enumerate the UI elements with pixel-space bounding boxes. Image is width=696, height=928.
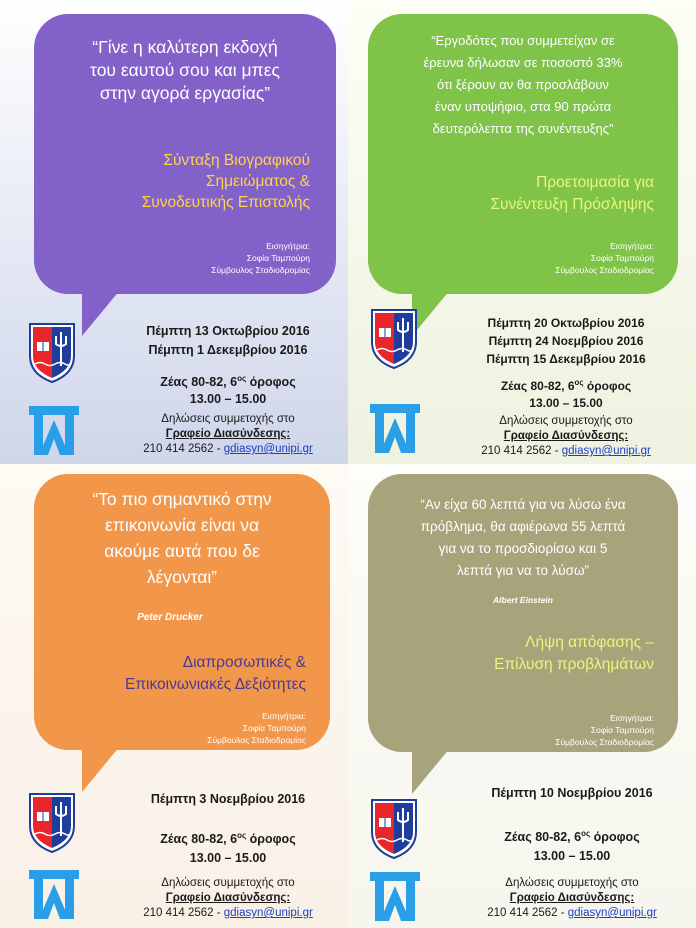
pa-logo-icon (366, 868, 424, 924)
pa-logo-icon (366, 400, 424, 456)
contact-info: Δηλώσεις συμμετοχής στο Γραφείο Διασύνδεσης: 210 414 2562 - gdiasyn@unipi.gr (472, 876, 672, 921)
pa-logo-icon (25, 866, 83, 922)
speaker-info: Εισηγήτρια: Σοφία Ταμπούρη Σύμβουλος Σταδιοδρομίας (555, 241, 654, 275)
email-link[interactable]: gdiasyn@unipi.gr (223, 907, 313, 919)
quote-text: “Το πιο σημαντικό στην επικοινωνία είναι να ακούμε αυτά που δε λέγονται” (92, 489, 272, 587)
speaker-info: Εισηγήτρια: Σοφία Ταμπούρη Σύμβουλος Σταδιοδρομίας (207, 711, 306, 745)
workshop-poster-interview (348, 0, 696, 464)
event-time: 13.00 – 15.00 (189, 851, 267, 866)
phone-number: 210 414 2562 - (481, 445, 562, 457)
event-time: 13.00 – 15.00 (529, 396, 603, 410)
workshop-topic: Διαπροσωπικές & Επικοινωνιακές Δεξιότητες (125, 654, 306, 693)
university-crest-icon (28, 792, 76, 854)
workshop-poster-cv (0, 0, 348, 464)
quote-text: “Εργοδότες που συμμετείχαν σε έρευνα δήλωσαν σε ποσοστό 33% ότι ξέρουν αν θα προσλάβουν έναν υποψήφιο, στα 90 πρώτα δευτερόλεπτα της συνέντευξης” (423, 33, 623, 136)
liaison-office-label: Γραφείο Διασύνδεσης: (165, 892, 291, 904)
pa-logo-icon (25, 402, 83, 458)
speaker-info: Εισηγήτρια: Σοφία Ταμπούρη Σύμβουλος Σταδιοδρομίας (211, 241, 310, 275)
phone-number: 210 414 2562 - (143, 907, 224, 919)
event-venue: Ζέας 80-82, $6^{o\varsigma}$ όροφος 13.00 – 15.00 (466, 374, 666, 412)
quote-text: “Αν είχα 60 λεπτά για να λύσω ένα πρόβλημα, θα αφιέρωνα 55 λεπτά για να το προσδιορίσω και 5 λεπτά για να το λύσω” (420, 497, 626, 578)
workshop-poster-decision-making (348, 464, 696, 928)
speaker-info: Εισηγήτρια: Σοφία Ταμπούρη Σύμβουλος Σταδιοδρομίας (555, 713, 654, 747)
quote-author: Albert Einstein (493, 595, 553, 605)
event-time: 13.00 – 15.00 (533, 849, 611, 864)
contact-info: Δηλώσεις συμμετοχής στο Γραφείο Διασύνδεσης: 210 414 2562 - gdiasyn@unipi.gr (128, 876, 328, 921)
email-link[interactable]: gdiasyn@unipi.gr (223, 443, 313, 455)
liaison-office-label: Γραφείο Διασύνδεσης: (503, 430, 629, 442)
quote-bubble-tail (82, 746, 120, 792)
event-dates: Πέμπτη 13 Οκτωβρίου 2016 Πέμπτη 1 Δεκεμβρίου 2016 (146, 324, 310, 357)
event-venue: Ζέας 80-82, $6^{o\varsigma}$ όροφος 13.00 – 15.00 (472, 824, 672, 866)
liaison-office-label: Γραφείο Διασύνδεσης: (509, 892, 635, 904)
event-venue: Ζέας 80-82, $6^{o\varsigma}$ όροφος 13.00 – 15.00 (128, 370, 328, 408)
workshop-topic: Προετοιμασία για Συνέντευξη Πρόσληψης (490, 174, 654, 213)
quote-text: “Γίνε η καλύτερη εκδοχή του εαυτού σου και μπες στην αγορά εργασίας” (90, 37, 280, 103)
quote-author: Peter Drucker (137, 612, 203, 623)
event-dates: Πέμπτη 10 Νοεμβρίου 2016 (491, 786, 653, 800)
university-crest-icon (28, 322, 76, 384)
phone-number: 210 414 2562 - (143, 443, 224, 455)
quote-bubble-tail (412, 748, 450, 794)
workshop-poster-communication (0, 464, 348, 928)
email-link[interactable]: gdiasyn@unipi.gr (567, 907, 657, 919)
phone-number: 210 414 2562 - (487, 907, 568, 919)
contact-info: Δηλώσεις συμμετοχής στο Γραφείο Διασύνδεσης: 210 414 2562 - gdiasyn@unipi.gr (128, 412, 328, 457)
quote-bubble-tail (82, 290, 120, 336)
event-time: 13.00 – 15.00 (189, 392, 267, 407)
event-venue: Ζέας 80-82, $6^{o\varsigma}$ όροφος 13.00 – 15.00 (128, 826, 328, 868)
liaison-office-label: Γραφείο Διασύνδεσης: (165, 428, 291, 440)
workshop-topic: Σύνταξη Βιογραφικού Σημειώματος & Συνοδευτικής Επιστολής (141, 152, 310, 211)
contact-info: Δηλώσεις συμμετοχής στο Γραφείο Διασύνδεσης: 210 414 2562 - gdiasyn@unipi.gr (466, 414, 666, 459)
workshop-topic: Λήψη απόφασης – Επίλυση προβλημάτων (494, 634, 654, 673)
email-link[interactable]: gdiasyn@unipi.gr (561, 445, 651, 457)
university-crest-icon (370, 308, 418, 370)
event-dates: Πέμπτη 3 Νοεμβρίου 2016 (150, 792, 306, 806)
event-dates: Πέμπτη 20 Οκτωβρίου 2016 Πέμπτη 24 Νοεμβρίου 2016 Πέμπτη 15 Δεκεμβρίου 2016 (486, 316, 646, 366)
university-crest-icon (370, 798, 418, 860)
